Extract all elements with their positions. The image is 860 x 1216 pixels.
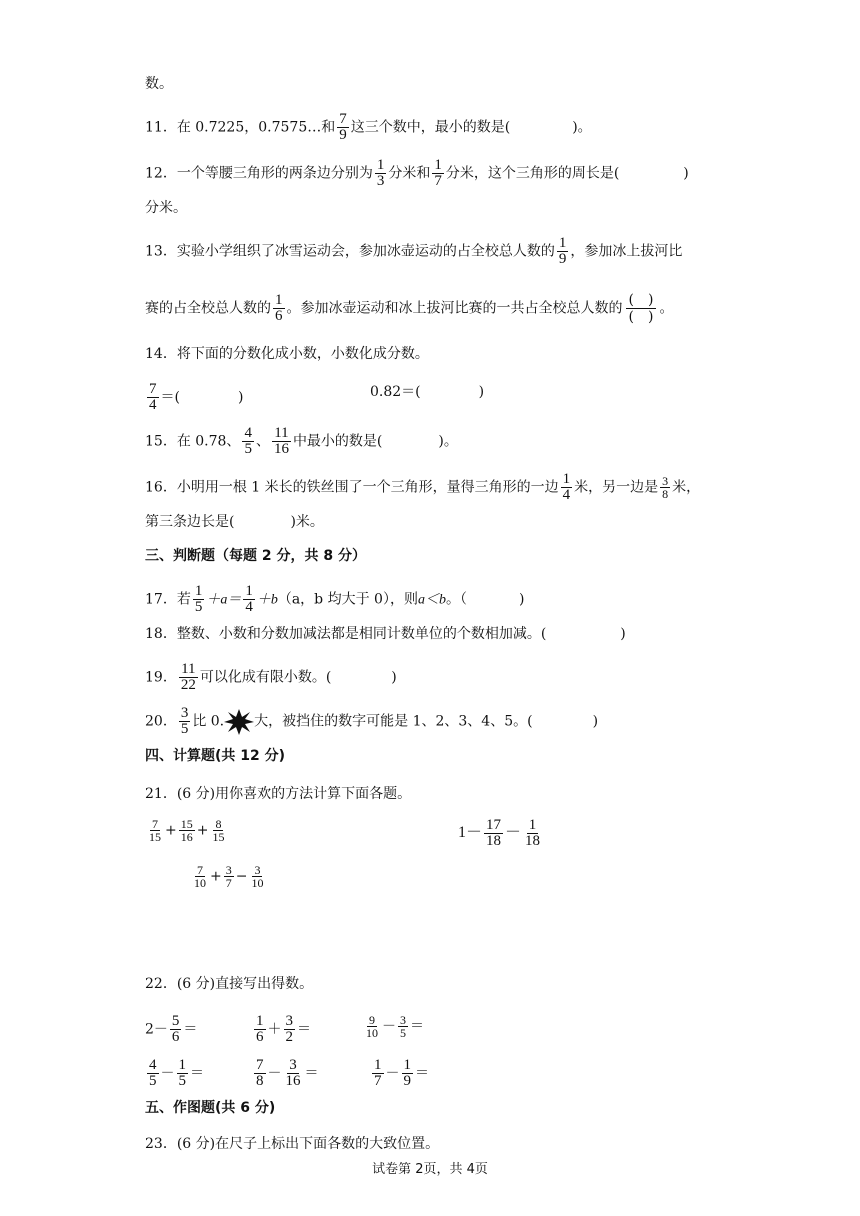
question-11: 11．在 0.7225，0.7575…和 $\frac{7}{9}$ 这三个数中，最小的数是( )。 xyxy=(145,111,592,143)
question-13-line1: 13．实验小学组织了冰雪运动会，参加冰壶运动的占全校总人数的 $\frac{1}{9}$ ，参加冰上拔河比 xyxy=(145,235,683,267)
question-14-item2: 0.82＝( ) xyxy=(370,384,485,400)
section-3-heading: 三、判断题（每题 2 分，共 8 分） xyxy=(145,548,366,564)
question-21: 21．(6 分)用你喜欢的方法计算下面各题。 xyxy=(145,786,412,802)
oral-calc-5: $\frac{7}{8}$ － $\frac{3}{16}$ ＝ xyxy=(256,1057,319,1089)
q10-tail: 数。 xyxy=(145,76,173,92)
calc-expression-2: 1－ $\frac{17}{18}$ － $\frac{1}{18}$ xyxy=(458,817,541,849)
section-4-heading: 四、计算题(共 12 分) xyxy=(145,748,286,764)
answer-fraction-blank[interactable]: ( ) ( ) xyxy=(626,292,657,325)
question-13-line2: 赛的占全校总人数的 $\frac{1}{6}$ 。参加冰壶运动和冰上拔河比赛的一共占全校总人数的 ( ) ( ) 。 xyxy=(145,292,674,325)
oral-calc-1: 2－ $\frac{5}{6}$ ＝ xyxy=(145,1013,198,1045)
question-23: 23．(6 分)在尺子上标出下面各数的大致位置。 xyxy=(145,1136,440,1152)
question-14: 14．将下面的分数化成小数，小数化成分数。 xyxy=(145,346,429,362)
question-20: 20． $\frac{3}{5}$ 比 0. 大，被挡住的数字可能是 1、2、3、4、5。( ) xyxy=(145,705,599,737)
question-16: 16．小明用一根 1 米长的铁丝围了一个三角形，量得三角形的一边 $\frac{1}{4}$ 米，另一边是 $\frac{3}{8}$ 米， xyxy=(145,471,701,503)
question-16-line2: 第三条边长是( )米。 xyxy=(145,514,324,530)
page-footer: 试卷第 2页，共 4页 xyxy=(372,1162,488,1177)
calc-expression-1: $\frac{7}{15}$ + $\frac{15}{16}$ + $\frac{8}{15}$ xyxy=(149,817,225,844)
question-19: 19． $\frac{11}{22}$ 可以化成有限小数。( ) xyxy=(145,661,397,693)
oral-calc-6: $\frac{1}{7}$ － $\frac{1}{9}$ ＝ xyxy=(374,1057,429,1089)
calc-expression-3: $\frac{7}{10}$ + $\frac{3}{7}$ − $\frac{3}{10}$ xyxy=(194,863,264,890)
question-12-tail: 分米。 xyxy=(145,200,187,216)
question-22: 22．(6 分)直接写出得数。 xyxy=(145,976,314,992)
section-5-heading: 五、作图题(共 6 分) xyxy=(145,1100,276,1116)
question-12: 12．一个等腰三角形的两条边分别为 $\frac{1}{3}$ 分米和 $\frac{1}{7}$ 分米，这个三角形的周长是( ) xyxy=(145,157,689,189)
oral-calc-2: $\frac{1}{6}$ ＋ $\frac{3}{2}$ ＝ xyxy=(256,1013,311,1045)
question-18: 18．整数、小数和分数加减法都是相同计数单位的个数相加减。( ) xyxy=(145,626,626,642)
question-17: 17．若 $\frac{1}{5}$ ＋a＝ $\frac{1}{4}$ ＋b（a，b 均大于 0），则a＜b。（ ) xyxy=(145,583,525,615)
ink-blot-icon xyxy=(224,709,254,735)
question-15: 15．在 0.78、 $\frac{4}{5}$ 、 $\frac{11}{16}$ 中最小的数是( )。 xyxy=(145,425,458,457)
oral-calc-4: $\frac{4}{5}$ － $\frac{1}{5}$ ＝ xyxy=(149,1057,204,1089)
question-14-item1: $\frac{7}{4}$ ＝( ) xyxy=(149,381,244,413)
oral-calc-3: $\frac{9}{10}$ － $\frac{3}{5}$ ＝ xyxy=(366,1013,424,1040)
